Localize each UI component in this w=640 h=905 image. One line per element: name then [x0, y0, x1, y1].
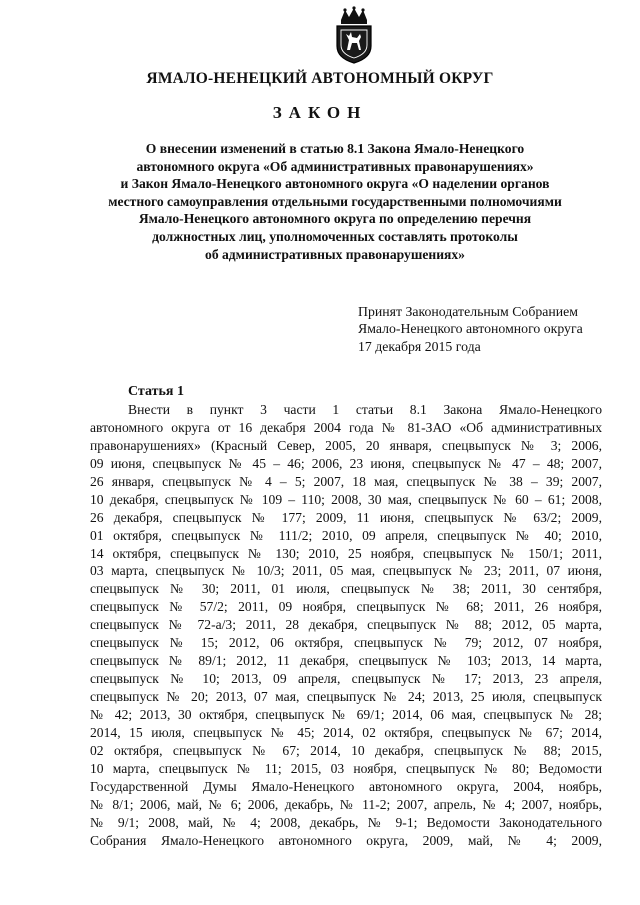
article-line: 03 марта, спецвыпуск № 10/3; 2011, 05 мая, спецвыпуск № 23; 2011, 07 июня, — [90, 563, 602, 579]
article-line: спецвыпуск № 72-а/3; 2011, 28 декабря, спецвыпуск № 88; 2012, 05 марта, — [90, 617, 602, 633]
article-line: № 9/1; 2008, май, № 4; 2008, декабрь, № 9-1; Ведомости Законодательного — [90, 814, 602, 830]
article-line: 10 декабря, спецвыпуск № 109 – 110; 2008, 30 мая, спецвыпуск № 60 – 61; 2008, — [90, 491, 602, 507]
article-line: спецвыпуск № 30; 2011, 01 июля, спецвыпуск № 38; 2011, 30 сентября, — [90, 581, 602, 597]
adoption-note — [358, 303, 628, 355]
region-title: ЯМАЛО-НЕНЕЦКИЙ АВТОНОМНЫЙ ОКРУГ — [146, 70, 494, 87]
subject-line: должностных лиц, уполномоченных составлять протоколы — [152, 228, 518, 244]
article-line: 14 октября, спецвыпуск № 130; 2010, 25 ноября, спецвыпуск № 150/1; 2011, — [90, 545, 602, 561]
article-line: правонарушениях» (Красный Север, 2005, 20 января, спецвыпуск № 3; 2006, — [90, 437, 602, 453]
article-line: автономного округа от 16 декабря 2004 года № 81-ЗАО «Об административных — [90, 419, 602, 435]
subject-line: и Закон Ямало-Ненецкого автономного округа «О наделении органов — [120, 176, 550, 192]
article-line: 2014, 15 июля, спецвыпуск № 45; 2014, 02 октября, спецвыпуск № 67; 2014, — [90, 724, 602, 740]
article-line: № 42; 2013, 30 октября, спецвыпуск № 69/1; 2014, 06 мая, спецвыпуск № 28; — [90, 706, 602, 722]
adoption-line: Ямало-Ненецкого автономного округа — [358, 321, 583, 337]
article-line: 09 июня, спецвыпуск № 45 – 46; 2006, 23 июня, спецвыпуск № 47 – 48; 2007, — [90, 455, 602, 471]
subject-line: Ямало-Ненецкого автономного округа по определению перечня — [138, 211, 532, 227]
adoption-line: Принят Законодательным Собранием — [358, 304, 578, 319]
article-line: Внести в пункт 3 части 1 статьи 8.1 Закона Ямало-Ненецкого — [128, 402, 602, 417]
article-line: 02 октября, спецвыпуск № 67; 2014, 10 декабря, спецвыпуск № 88; 2015, — [90, 742, 602, 758]
article-line: 10 марта, спецвыпуск № 11; 2015, 03 ноября, спецвыпуск № 80; Ведомости — [90, 760, 602, 776]
law-title: ЗАКОН — [272, 103, 368, 122]
article-line: спецвыпуск № 10; 2013, 09 апреля, спецвыпуск № 17; 2013, 23 апреля, — [90, 671, 602, 687]
article-body — [90, 401, 602, 849]
subject-line: О внесении изменений в статью 8.1 Закона Ямало-Ненецкого — [145, 141, 525, 156]
adoption-date: 17 декабря 2015 года — [358, 338, 481, 354]
article-line: 26 января, спецвыпуск № 4 – 5; 2007, 18 мая, спецвыпуск № 38 – 39; 2007, — [90, 473, 602, 489]
subject-line: автономного округа «Об административных правонарушениях» — [136, 158, 534, 174]
article-line: Собрания Ямало-Ненецкого автономного округа, 2009, май, № 4; 2009, — [90, 832, 602, 848]
article-line: Государственной Думы Ямало-Ненецкого автономного округа, 2004, ноябрь, — [90, 778, 602, 794]
coat-of-arms-icon — [333, 6, 375, 64]
law-subject — [90, 140, 580, 263]
article-line: спецвыпуск № 89/1; 2012, 11 декабря, спецвыпуск № 103; 2013, 14 марта, — [90, 653, 602, 669]
subject-line: местного самоуправления отдельными государственными полномочиями — [108, 193, 562, 209]
article-line: спецвыпуск № 20; 2013, 07 мая, спецвыпуск № 24; 2013, 25 июля, спецвыпуск — [90, 689, 602, 704]
article-line: № 8/1; 2006, май, № 6; 2006, декабрь, № 11-2; 2007, апрель, № 4; 2007, ноябрь, — [90, 796, 602, 812]
article-line: 01 октября, спецвыпуск № 111/2; 2010, 09 апреля, спецвыпуск № 40; 2010, — [90, 527, 602, 543]
article-line: спецвыпуск № 15; 2012, 06 октября, спецвыпуск № 79; 2012, 07 ноября, — [90, 635, 602, 651]
article-heading: Статья 1 — [128, 384, 184, 399]
subject-line: об административных правонарушениях» — [205, 246, 465, 262]
article-line: 26 декабря, спецвыпуск № 177; 2009, 11 июня, спецвыпуск № 63/2; 2009, — [90, 509, 602, 525]
article-line: спецвыпуск № 57/2; 2011, 09 ноября, спецвыпуск № 68; 2011, 26 ноября, — [90, 599, 602, 615]
